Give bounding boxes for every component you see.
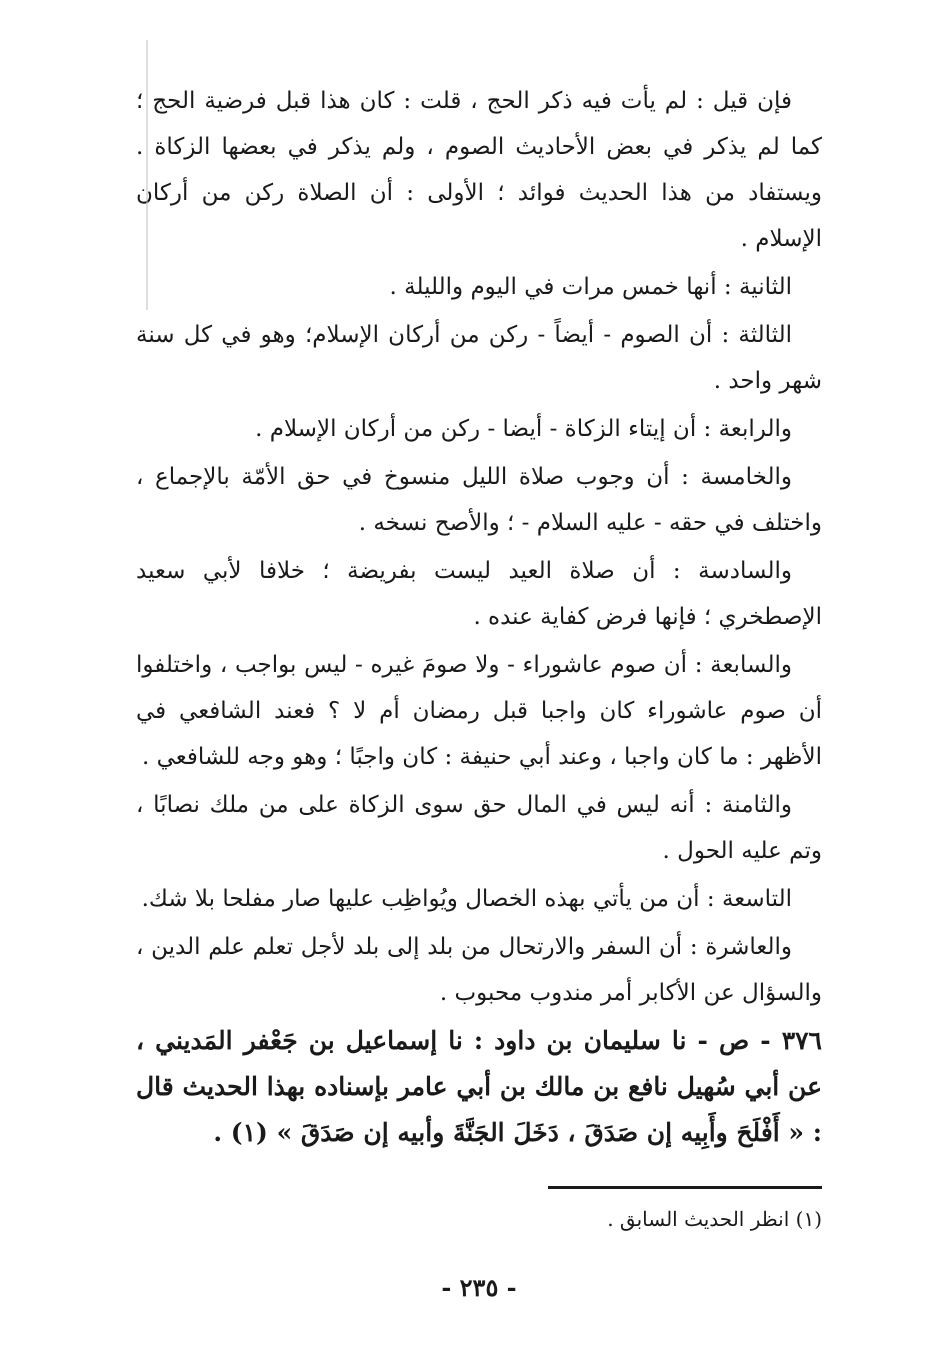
paragraph-fifth: والخامسة : أن وجوب صلاة الليل منسوخ في حق الأمّة بالإجماع ، واختلف في حقه - عليه السلام - ؛ والأصح نسخه . <box>136 464 822 536</box>
paragraph-tenth: والعاشرة : أن السفر والارتحال من بلد إلى بلد لأجل تعلم علم الدين ، والسؤال عن الأكابر أمر مندوب محبوب . <box>136 934 822 1006</box>
footnote: (١) انظر الحديث السابق . <box>607 1207 822 1231</box>
page-number: - ٢٣٥ - <box>441 1273 517 1302</box>
page-body <box>136 78 822 1302</box>
paragraph-ninth: التاسعة : أن من يأتي بهذه الخصال ويُواظِب عليها صار مفلحا بلا شك. <box>141 886 792 912</box>
footnote-divider <box>548 1186 822 1189</box>
hadith-text: ٣٧٦ - ص - نا سليمان بن داود : نا إسماعيل بن جَعْفر المَديني ، عن أبي سُهيل نافع بن مالك بن أبي عامر بإسناده بهذا الحديث قال : « أَفْلَحَ وأَبِيه إن صَدَقَ ، دَخَلَ الجَنَّةَ وأبيه إن صَدَقَ » (١) . <box>136 1026 822 1147</box>
paragraph-second: الثانية : أنها خمس مرات في اليوم والليلة . <box>389 274 792 300</box>
paragraph-third: الثالثة : أن الصوم - أيضاً - ركن من أركان الإسلام؛ وهو في كل سنة شهر واحد . <box>136 322 822 394</box>
paragraph-fourth: والرابعة : أن إيتاء الزكاة - أيضا - ركن من أركان الإسلام . <box>255 416 792 442</box>
paragraph-eighth: والثامنة : أنه ليس في المال حق سوى الزكاة على من ملك نصابًا ، وتم عليه الحول . <box>136 792 822 864</box>
paragraph-intro: فإن قيل : لم يأت فيه ذكر الحج ، قلت : كان هذا قبل فرضية الحج ؛ كما لم يذكر في بعض الأحاديث الصوم ، ولم يذكر في بعضها الزكاة . ويستفاد من هذا الحديث فوائد ؛ الأولى : أن الصلاة ركن من أركان الإسلام . <box>136 88 822 252</box>
paragraph-sixth: والسادسة : أن صلاة العيد ليست بفريضة ؛ خلافا لأبي سعيد الإصطخري ؛ فإنها فرض كفاية عنده . <box>136 558 822 630</box>
paragraph-seventh: والسابعة : أن صوم عاشوراء - ولا صومَ غيره - ليس بواجب ، واختلفوا أن صوم عاشوراء كان واجبا قبل رمضان أم لا ؟ فعند الشافعي في الأظهر : ما كان واجبا ، وعند أبي حنيفة : كان واجبًا ؛ وهو وجه للشافعي . <box>136 652 822 770</box>
